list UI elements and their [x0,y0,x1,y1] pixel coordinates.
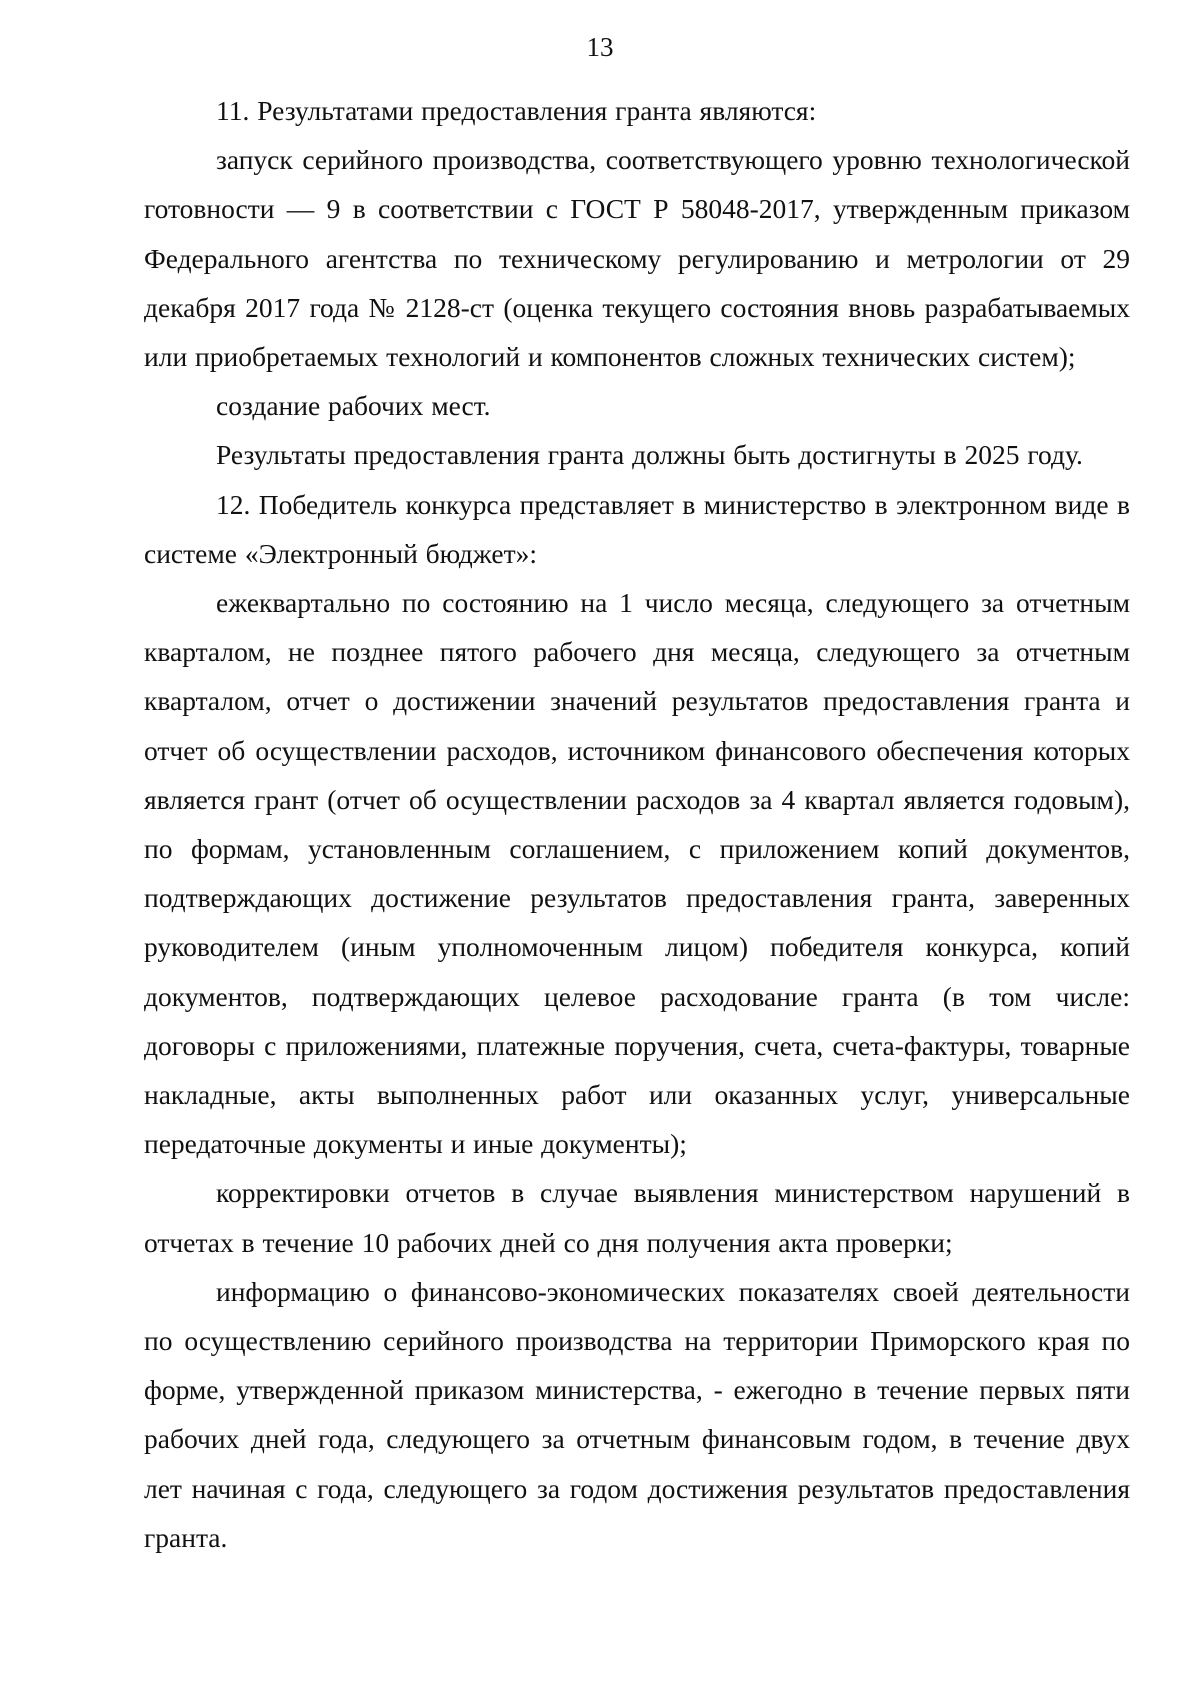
paragraph-reporting-heading: 12. Победитель конкурса представляет в министерство в электронном виде в системе «Электронный бюджет»: [144,488,1130,569]
paragraph-jobs: создание рабочих мест. [216,390,491,422]
paragraph-financial-info: информацию о финансово-экономических показателях своей деятельности по осуществлению серийного производства на территории Приморского края по форме, утвержденной приказом министерства, - ежегодно в течение первых пяти рабочих дней года, следующего за отчетным финансовым годом, в течение двух лет начиная с года, следующего за годом достижения результатов предоставления гранта. [144,1275,1130,1553]
paragraph-quarterly-report: ежеквартально по состоянию на 1 число месяца, следующего за отчетным кварталом, не позднее пятого рабочего дня месяца, следующего за отчетным кварталом, отчет о достижении значений результатов предоставления гранта и отчет об осуществлении расходов, источником финансового обеспечения которых является грант (отчет об осуществлении расходов за 4 квартал является годовым), по формам, установленным соглашением, с приложением копий документов, подтверждающих достижение результатов предоставления гранта, заверенных руководителем (иным уполномоченным лицом) победителя конкурса, копий документов, подтверждающих целевое расходование гранта (в том числе: договоры с приложениями, платежные поручения, счета, счета-фактуры, товарные накладные, акты выполненных работ или оказанных услуг, универсальные передаточные документы и иные документы); [144,587,1130,1160]
paragraph-results-deadline: Результаты предоставления гранта должны быть достигнуты в 2025 году. [216,439,1083,471]
paragraph-serial-production: запуск серийного производства, соответствующего уровню технологической готовности — 9 в соответствии с ГОСТ Р 58048-2017, утвержденным приказом Федерального агентства по техническому регулированию и метрологии от 29 декабря 2017 года № 2128-ст (оценка текущего состояния вновь разрабатываемых или приобретаемых технологий и компонентов сложных технических систем); [144,144,1130,373]
paragraph-report-corrections: корректировки отчетов в случае выявления министерством нарушений в отчетах в течение 10 рабочих дней со дня получения акта проверки; [144,1177,1130,1258]
page-number: 13 [586,32,614,62]
document-body [144,86,1130,1562]
paragraph-results-heading: 11. Результатами предоставления гранта являются: [216,95,817,126]
